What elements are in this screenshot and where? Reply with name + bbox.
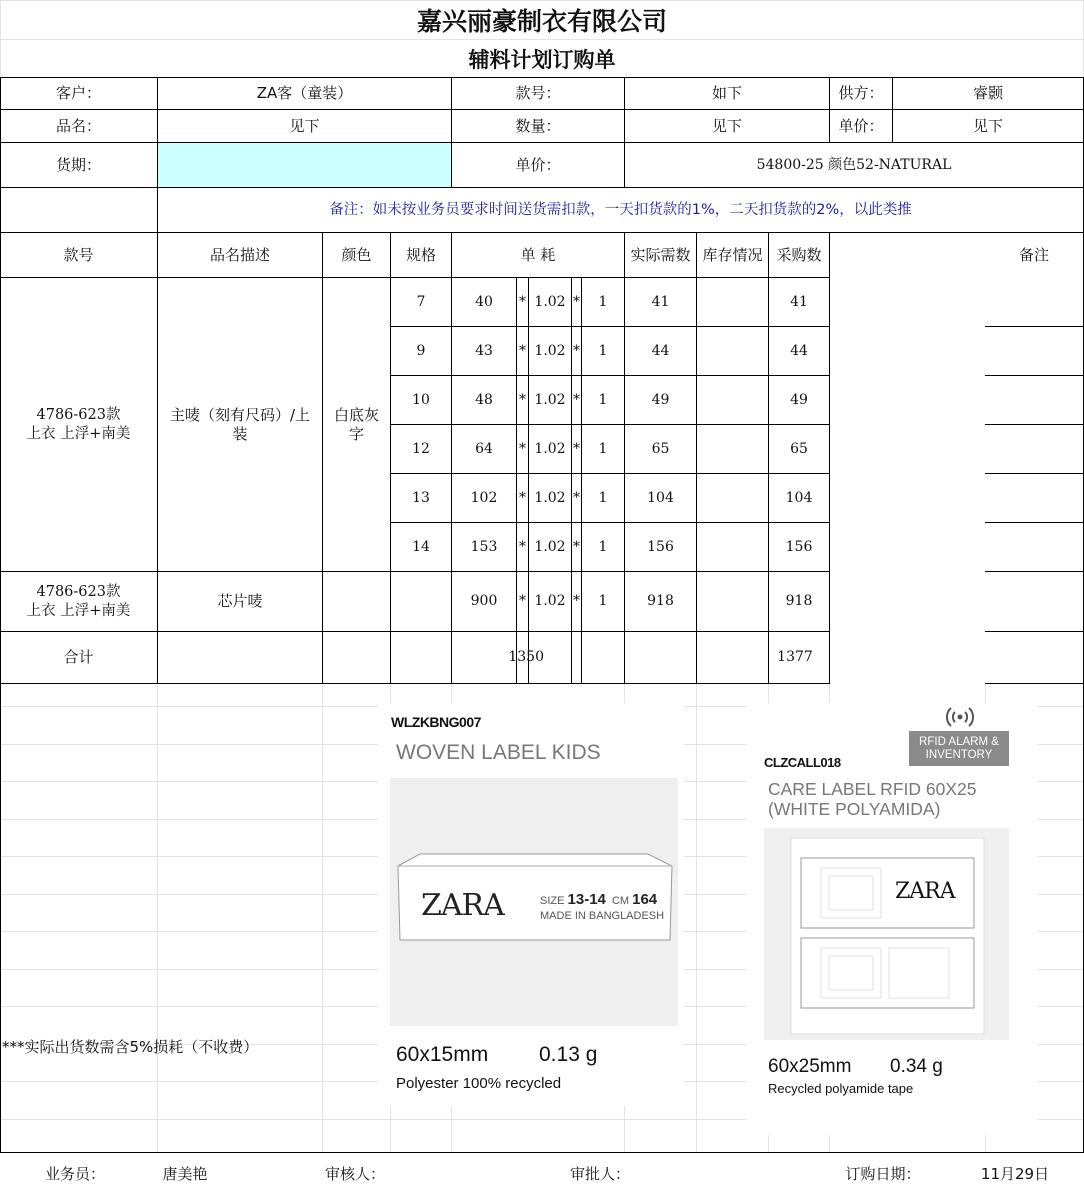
care-label-card [747,703,1037,1135]
table-rule [0,683,1,1153]
row-mult: 1 [598,440,608,457]
row-stock [697,474,768,522]
row2-mult-sign: * [519,593,526,609]
col-size: 规格 [405,245,436,264]
row-factor: 1.02 [534,538,566,555]
woven-cm-word: CM [611,895,630,907]
row-qty: 40 [475,293,493,310]
company-name: 嘉兴丽豪制衣有限公司 [416,6,667,36]
col-desc: 品名描述 [209,245,270,264]
row-factor: 1.02 [534,391,566,408]
customer-label: 客户： [55,84,101,102]
total-purchase: 1377 [777,649,813,665]
care-material: Recycled polyamide tape [768,1081,914,1096]
row-qty: 64 [475,440,493,457]
care-dimensions: 60x25mm [768,1056,852,1077]
row-stock [697,376,768,424]
row-m2: * [573,489,580,506]
care-zara-logo: ZARA [895,879,955,904]
row2-stock [697,572,768,631]
woven-dimensions: 60x15mm [396,1043,489,1066]
col-stock: 库存情况 [702,245,763,264]
woven-cm-value: 164 [632,891,658,908]
total-label: 合计 [63,648,94,666]
row-actual: 156 [647,538,674,555]
woven-label-card [378,703,684,1106]
row-m1: * [519,293,526,310]
row-factor: 1.02 [534,440,566,457]
table-rule [985,683,1084,684]
row2-desc: 芯片唛 [217,592,263,610]
sheet-gridline [322,683,323,1153]
reviewer-label: 审核人： [324,1164,385,1183]
row2-multiplier: 1 [598,593,608,609]
col-actual: 实际需数 [630,245,691,264]
row-m1: * [519,489,526,506]
order-date-label: 订购日期： [845,1164,921,1183]
sheet-gridline [157,683,158,1153]
row2-qty: 900 [470,593,498,609]
row-factor: 1.02 [534,342,566,359]
woven-made-in: MADE IN BANGLADESH [540,910,665,922]
qty-label: 数量： [515,116,561,135]
care-label-image [764,828,1009,1040]
row-stock [697,327,768,375]
order-date-value: 11月29日 [980,1164,1050,1183]
remark-text: 备注：如未按业务员要求时间送货需扣款，一天扣货款的1%，二天扣货款的2%，以此类推 [329,201,912,218]
row-qty: 102 [470,489,498,506]
table-rule [0,683,830,684]
row2-actual: 918 [647,593,674,609]
row-mult: 1 [598,293,608,310]
row-purchase: 156 [785,538,813,555]
care-label-name: CARE LABEL RFID 60X25 (WHITE POLYAMIDA) [768,779,977,819]
col-note: 备注 [1018,245,1049,264]
row-purchase: 44 [790,342,808,359]
table-rule [985,375,1084,376]
row-m2: * [573,342,580,359]
table-rule [0,1152,1084,1153]
woven-size-line [540,891,657,908]
salesman-value: 唐美艳 [162,1164,208,1183]
table-rule [985,571,1084,572]
row-factor: 1.02 [534,293,566,310]
rfid-signal-icon [942,705,978,729]
style-no-value: 如下 [711,84,742,102]
document-title: 辅料计划订购单 [468,46,616,72]
loss-note: ***实际出货数需含5%损耗（不收费） [2,1038,259,1056]
row-m1: * [519,342,526,359]
sheet-gridline [696,683,697,1153]
row-mult: 1 [598,342,608,359]
price2-value: 54800-25 颜色52-NATURAL [756,156,952,173]
table-rule [985,424,1084,425]
rfid-badge: RFID ALARM & INVENTORY [909,731,1009,766]
price-value: 见下 [972,116,1003,135]
item-label: 品名： [55,116,101,135]
row-actual: 104 [647,489,674,506]
row-m2: * [573,293,580,310]
row-m2: * [573,391,580,408]
row-m2: * [573,440,580,457]
row-actual: 49 [651,391,670,408]
row-qty: 43 [475,342,493,359]
row2-style: 4786-623款 上衣 上浮+南美 [26,583,131,619]
woven-size-word: SIZE [540,895,565,907]
woven-label-image [390,778,678,1026]
style-no-label: 款号： [515,84,561,102]
woven-label-code: WLZKBNG007 [391,714,481,730]
price-label: 单价： [838,116,884,135]
row-actual: 41 [651,293,670,310]
total-qty: 1350 [508,649,544,665]
row2-color [323,572,390,631]
woven-label-name: WOVEN LABEL KIDS [396,741,601,764]
woven-size-value: 13-14 [567,891,606,908]
row2-purchase: 918 [785,593,813,609]
row-size: 7 [416,293,426,310]
row-size: 12 [412,440,430,457]
row-actual: 65 [651,440,670,457]
row-actual: 44 [651,342,670,359]
price2-label: 单价： [515,155,561,174]
row-qty: 153 [470,538,498,555]
item-value: 见下 [289,116,320,135]
row-qty: 48 [475,391,493,408]
group1-style: 4786-623款 上衣 上浮+南美 [26,406,131,442]
woven-zara-logo: ZARA [421,888,504,923]
row-mult: 1 [598,489,608,506]
row-stock [697,278,768,326]
row2-size [391,572,451,631]
row-size: 10 [412,391,430,408]
table-rule [985,522,1084,523]
row-mult: 1 [598,391,608,408]
row-m1: * [519,538,526,555]
approver-label: 审批人： [569,1164,630,1183]
woven-material: Polyester 100% recycled [396,1075,562,1092]
row-m1: * [519,391,526,408]
delivery-label: 货期： [55,155,101,174]
qty-value: 见下 [711,116,742,135]
row-factor: 1.02 [534,489,566,506]
group1-color: 白底灰 字 [333,405,379,443]
row-stock [697,523,768,571]
table-rule [985,631,1084,632]
col-usage: 单 耗 [520,245,556,264]
row-purchase: 104 [785,489,813,506]
delivery-value [158,143,451,187]
row-size: 9 [416,342,426,359]
row-mult: 1 [598,538,608,555]
col-purchase: 采购数 [776,245,822,264]
table-rule [985,326,1084,327]
row-size: 14 [412,538,430,555]
group1-desc: 主唛（刻有尺码）/上 装 [169,405,311,443]
row2-mult-sign-2: * [573,593,580,609]
row-purchase: 49 [790,391,808,408]
supplier-label: 供方： [838,84,884,102]
salesman-label: 业务员： [44,1164,105,1183]
row-size: 13 [412,489,430,506]
customer-value: ZA客（童装） [256,84,353,102]
row-m1: * [519,440,526,457]
col-color: 颜色 [341,245,372,264]
row-m2: * [573,538,580,555]
care-label-code: CLZCALL018 [764,755,841,770]
col-style: 款号 [63,245,94,264]
row-purchase: 65 [790,440,808,457]
supplier-value: 睿颢 [972,84,1003,102]
care-weight: 0.34 g [890,1056,943,1077]
table-rule [985,473,1084,474]
row-stock [697,425,768,473]
woven-weight: 0.13 g [539,1043,598,1066]
row2-factor: 1.02 [534,593,566,609]
row-purchase: 41 [790,293,808,310]
table-rule [829,232,830,683]
